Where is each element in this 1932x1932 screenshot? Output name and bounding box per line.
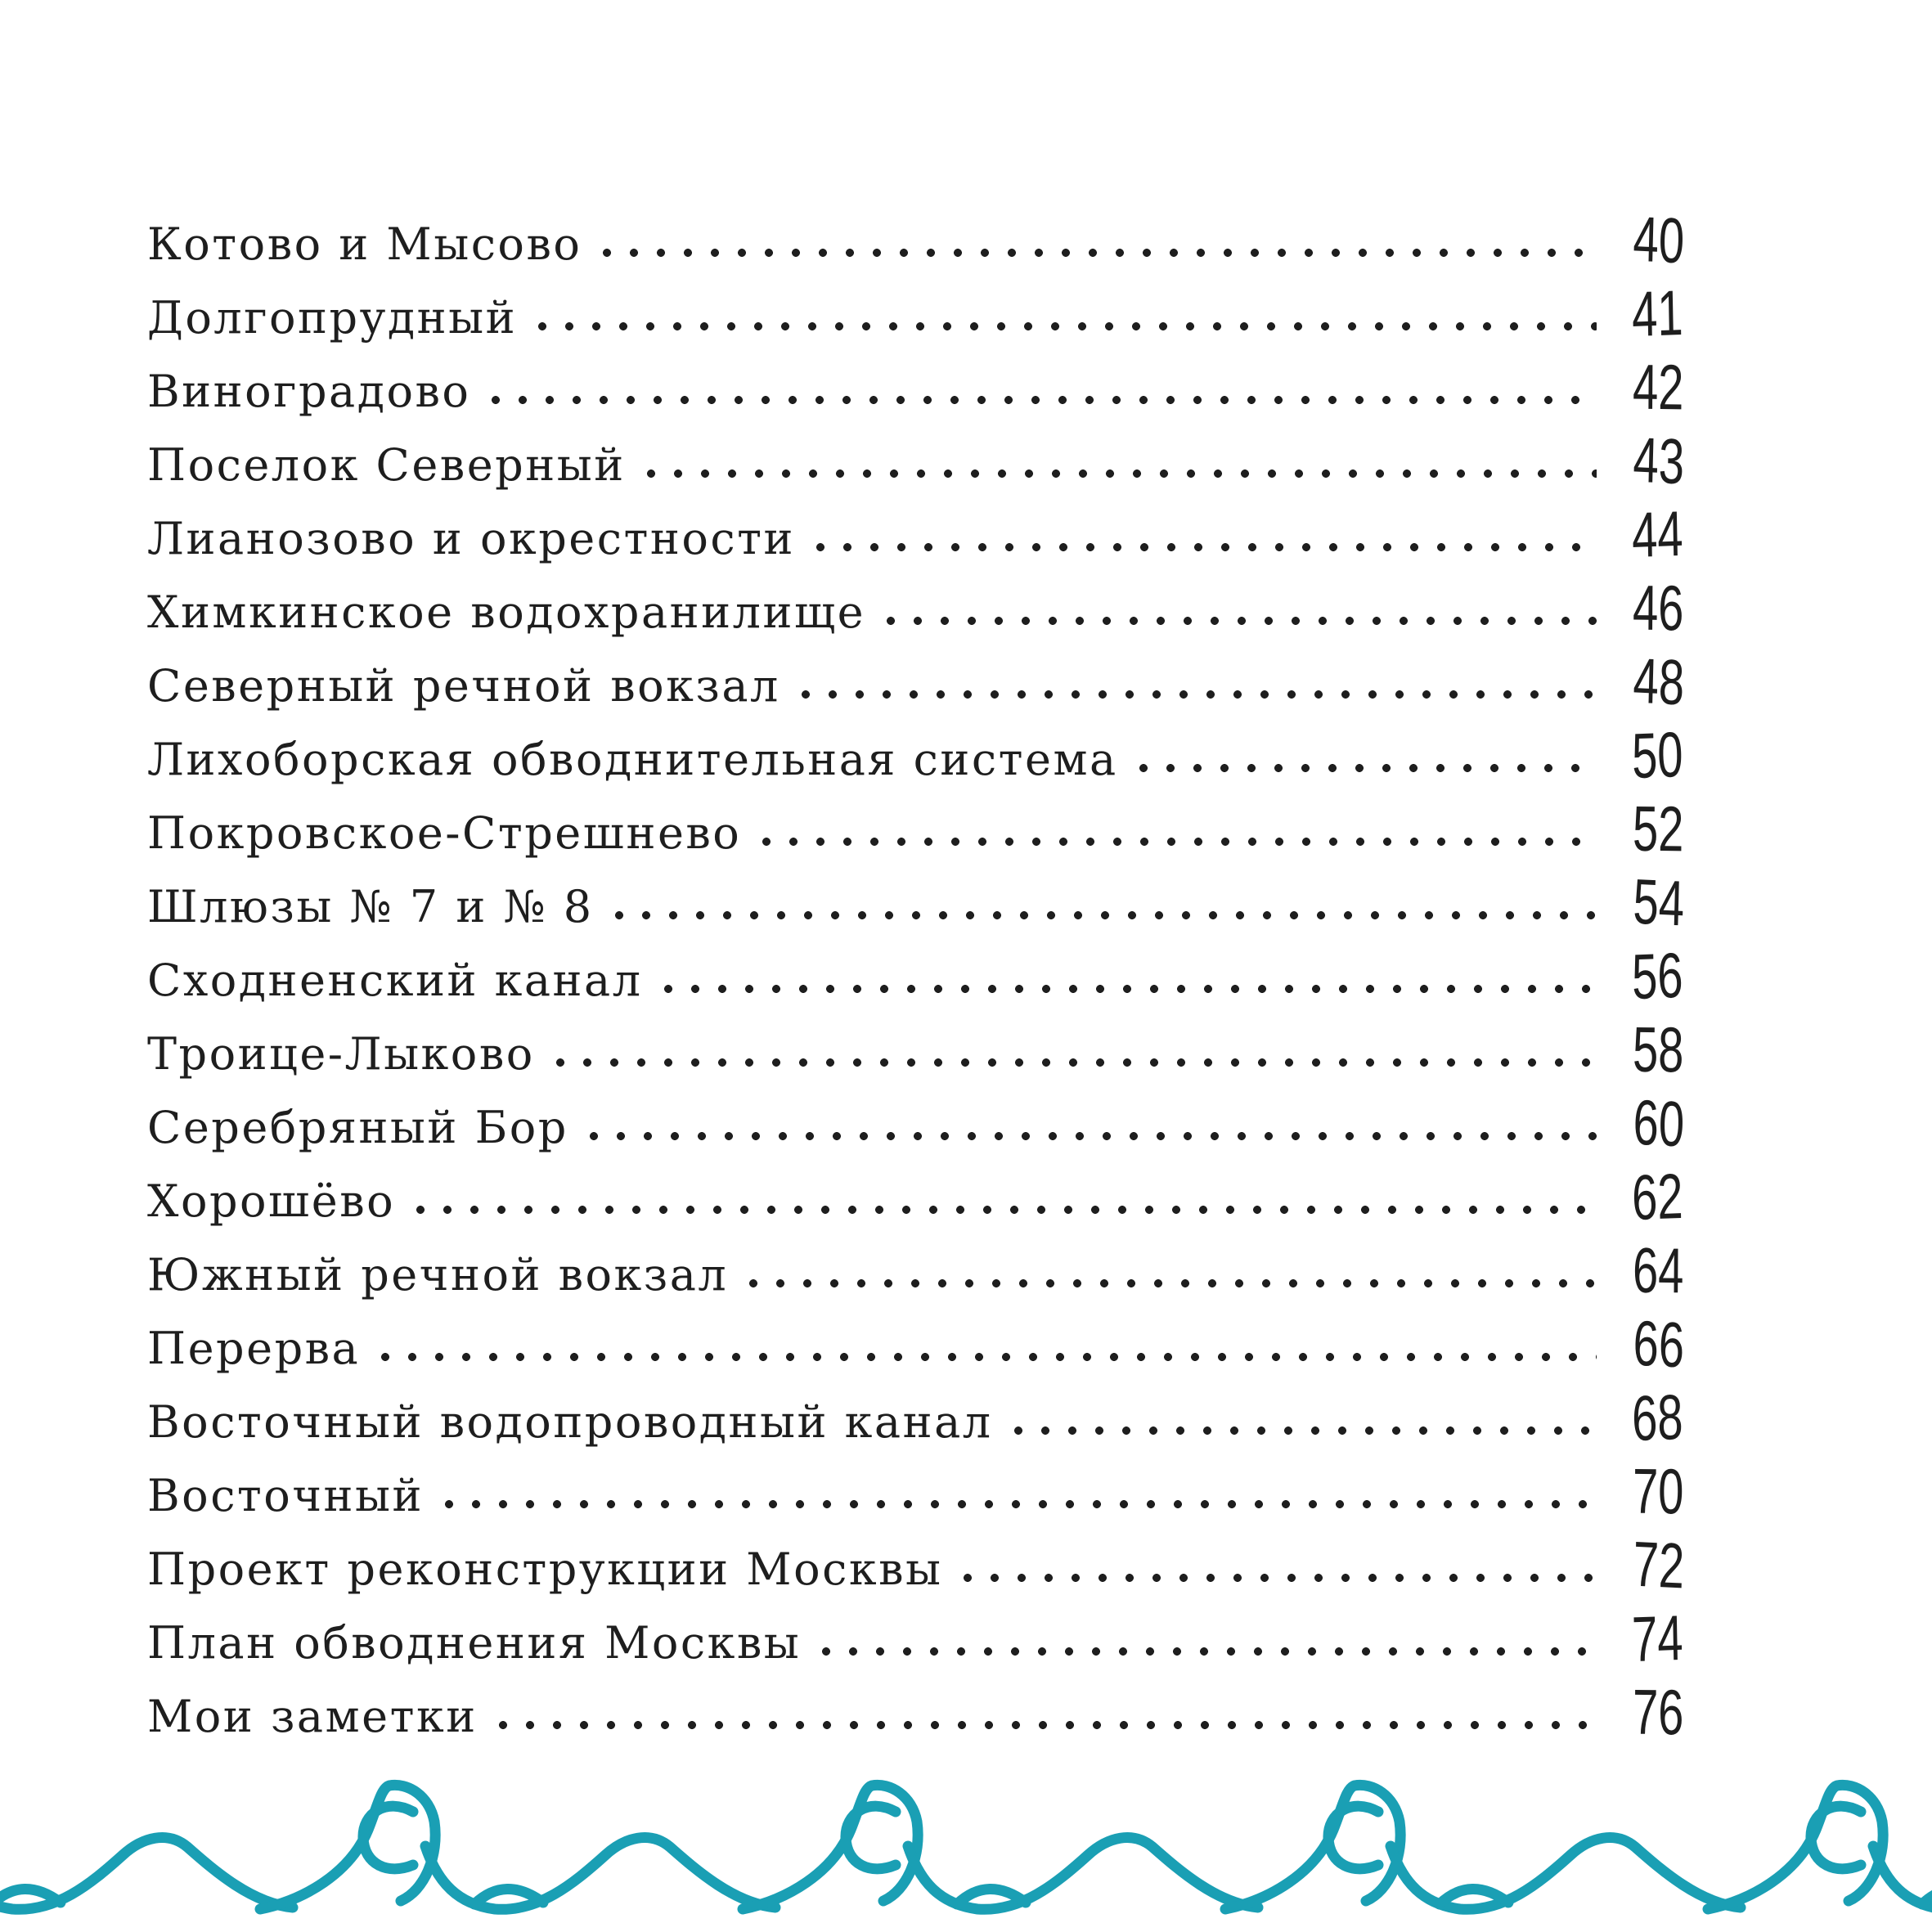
toc-item-page: 42	[1632, 350, 1684, 424]
toc-item-page: 66	[1632, 1306, 1686, 1382]
toc-row	[147, 1374, 1711, 1455]
toc-list	[147, 196, 1711, 1749]
dot-leader	[499, 1721, 1597, 1730]
toc-item-title: Мои заметки	[147, 1690, 478, 1742]
toc-row	[147, 1153, 1711, 1234]
toc-item-title: Лианозово и окрестности	[147, 512, 795, 564]
toc-item-page: 60	[1632, 1085, 1686, 1161]
toc-item-title: Серебряный Бор	[147, 1101, 568, 1153]
toc-item-title: Поселок Северный	[147, 438, 626, 491]
dot-leader	[492, 396, 1597, 405]
toc-item-title: Долгопрудный	[147, 291, 518, 344]
dot-leader	[1014, 1427, 1597, 1436]
dot-leader	[749, 1279, 1597, 1288]
toc-item-page: 70	[1632, 1454, 1684, 1528]
toc-row	[147, 1521, 1711, 1602]
dot-leader	[1139, 764, 1597, 773]
dot-leader	[887, 617, 1597, 626]
toc-row	[147, 564, 1711, 645]
toc-row	[147, 417, 1711, 498]
toc-row	[147, 1301, 1711, 1382]
wave-border-icon	[0, 1740, 1932, 1932]
dot-leader	[802, 690, 1597, 699]
dot-leader	[590, 1132, 1597, 1141]
dot-leader	[816, 543, 1597, 552]
toc-item-title: Перерва	[147, 1322, 361, 1374]
toc-item-title: Виноградово	[147, 365, 471, 417]
toc-item-page: 72	[1632, 1527, 1686, 1602]
toc-item-title: Северный речной вокзал	[147, 659, 780, 712]
dot-leader	[445, 1500, 1597, 1509]
dot-leader	[538, 322, 1597, 331]
dot-leader	[556, 1058, 1597, 1067]
toc-item-page: 52	[1632, 792, 1684, 865]
toc-item-page: 48	[1632, 644, 1686, 719]
toc-item-title: Химкинское водохранилище	[147, 586, 866, 638]
dot-leader	[964, 1574, 1597, 1583]
toc-item-page: 62	[1631, 1159, 1684, 1234]
dot-leader	[603, 249, 1597, 258]
toc-item-title: Лихоборская обводнительная система	[147, 733, 1118, 785]
toc-row	[147, 638, 1711, 719]
toc-row	[147, 1006, 1711, 1086]
toc-row	[147, 712, 1711, 793]
toc-item-page: 41	[1631, 276, 1684, 351]
toc-row	[147, 1669, 1711, 1749]
toc-item-title: Троице-Лыково	[147, 1027, 535, 1080]
dot-leader	[822, 1647, 1597, 1656]
toc-item-title: Восточный водопроводный канал	[147, 1395, 993, 1448]
dot-leader	[416, 1206, 1597, 1215]
toc-item-page: 58	[1632, 1013, 1684, 1086]
toc-item-title: Восточный	[147, 1469, 424, 1521]
toc-item-title: Котово и Мысово	[147, 218, 582, 270]
dot-leader	[664, 985, 1597, 994]
toc-row	[147, 785, 1711, 865]
wave-strokes	[0, 1785, 1932, 1909]
toc-item-page: 68	[1631, 1380, 1684, 1455]
toc-row	[147, 1448, 1711, 1528]
toc-item-page: 74	[1631, 1601, 1684, 1676]
toc-item-page: 50	[1631, 717, 1684, 793]
toc-row	[147, 1227, 1711, 1307]
toc-item-page: 46	[1632, 571, 1684, 645]
toc-item-title: Шлюзы № 7 и № 8	[147, 880, 594, 932]
toc-item-title: План обводнения Москвы	[147, 1616, 802, 1669]
toc-item-page: 43	[1632, 423, 1686, 498]
toc-item-title: Проект реконструкции Москвы	[147, 1543, 943, 1595]
toc-row	[147, 491, 1711, 572]
toc-item-page: 44	[1631, 496, 1684, 572]
toc-item-title: Покровское-Стрешнево	[147, 806, 742, 859]
toc-item-page: 64	[1632, 1233, 1684, 1307]
toc-row	[147, 859, 1711, 940]
dot-leader	[615, 911, 1597, 920]
toc-row	[147, 196, 1711, 277]
dot-leader	[381, 1353, 1597, 1362]
toc-item-page: 56	[1631, 938, 1684, 1013]
toc-item-title: Южный речной вокзал	[147, 1248, 729, 1301]
toc-row	[147, 270, 1711, 351]
toc-item-page: 40	[1632, 202, 1686, 277]
dot-leader	[647, 470, 1597, 479]
toc-item-title: Сходненский канал	[147, 954, 643, 1006]
toc-item-page: 54	[1632, 865, 1686, 940]
dot-leader	[762, 838, 1597, 847]
toc-item-page: 76	[1632, 1675, 1684, 1749]
toc-row	[147, 1080, 1711, 1161]
toc-item-title: Хорошёво	[147, 1175, 396, 1227]
toc-row	[147, 932, 1711, 1013]
toc-row	[147, 344, 1711, 424]
toc-row	[147, 1595, 1711, 1676]
